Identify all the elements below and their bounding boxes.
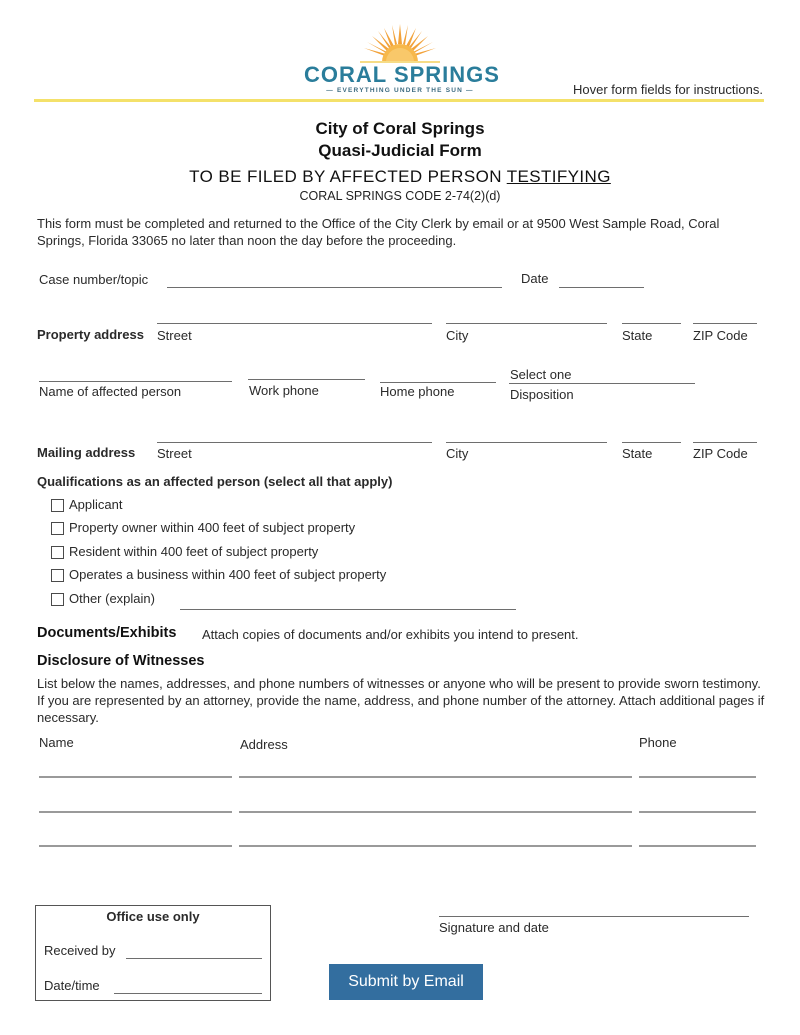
property-state-underline bbox=[622, 323, 681, 324]
checkbox-other[interactable] bbox=[51, 593, 64, 606]
mailing-state-label: State bbox=[622, 446, 653, 461]
received-by-underline bbox=[126, 958, 262, 959]
date-time-input[interactable] bbox=[114, 976, 262, 994]
mailing-state-underline bbox=[622, 442, 681, 443]
witness-3-name-input[interactable] bbox=[39, 827, 232, 845]
witness-col-phone: Phone bbox=[639, 735, 677, 750]
signature-label: Signature and date bbox=[439, 920, 549, 935]
date-underline bbox=[559, 287, 644, 288]
work-phone-label: Work phone bbox=[249, 383, 319, 398]
received-by-label: Received by bbox=[44, 943, 116, 958]
witness-2-name-input[interactable] bbox=[39, 793, 232, 811]
witness-3-phone-underline bbox=[639, 845, 756, 847]
page-title-form: Quasi-Judicial Form bbox=[318, 141, 482, 160]
witness-col-name: Name bbox=[39, 735, 74, 750]
coral-springs-logo bbox=[300, 22, 500, 98]
intro-paragraph: This form must be completed and returned to the Office of the City Clerk by email or at 9500 West Sample Road, Coral Springs, Florida 33065 no later than noon the day before the proceeding. bbox=[37, 216, 720, 248]
case-number-underline bbox=[167, 287, 502, 288]
work-phone-underline bbox=[248, 379, 365, 380]
property-street-label: Street bbox=[157, 328, 192, 343]
witness-2-address-input[interactable] bbox=[239, 793, 632, 811]
home-phone-input[interactable] bbox=[380, 365, 496, 383]
checkbox-resident[interactable] bbox=[51, 546, 64, 559]
mailing-city-underline bbox=[446, 442, 607, 443]
mailing-city-label: City bbox=[446, 446, 469, 461]
page-title-city: City of Coral Springs bbox=[315, 119, 485, 138]
mailing-street-input[interactable] bbox=[157, 425, 432, 443]
case-number-input[interactable] bbox=[167, 270, 502, 288]
property-street-underline bbox=[157, 323, 432, 324]
mailing-address-label: Mailing address bbox=[37, 445, 136, 460]
mailing-zip-underline bbox=[693, 442, 757, 443]
logo-tagline: — EVERYTHING UNDER THE SUN — bbox=[326, 87, 474, 94]
witnesses-heading: Disclosure of Witnesses bbox=[37, 653, 205, 669]
witness-1-phone-underline bbox=[639, 776, 756, 778]
checkbox-label-property-owner: Property owner within 400 feet of subject property bbox=[69, 520, 356, 535]
office-use-box bbox=[35, 905, 271, 1001]
property-zip-label: ZIP Code bbox=[693, 328, 748, 343]
disposition-underline bbox=[509, 383, 695, 384]
page-subtitle bbox=[0, 167, 800, 187]
documents-instructions: Attach copies of documents and/or exhibits you intend to present. bbox=[202, 627, 579, 642]
documents-heading: Documents/Exhibits bbox=[37, 625, 177, 641]
witness-1-address-underline bbox=[239, 776, 632, 778]
witness-2-name-underline bbox=[39, 811, 232, 813]
case-number-label: Case number/topic bbox=[39, 272, 149, 287]
mailing-zip-label: ZIP Code bbox=[693, 446, 748, 461]
other-explain-underline bbox=[180, 609, 516, 610]
disposition-label: Disposition bbox=[510, 387, 574, 402]
witness-1-phone-input[interactable] bbox=[639, 758, 756, 776]
checkbox-label-other: Other (explain) bbox=[69, 591, 155, 606]
property-state-label: State bbox=[622, 328, 653, 343]
property-city-input[interactable] bbox=[446, 306, 607, 324]
date-time-label: Date/time bbox=[44, 978, 100, 993]
property-zip-input[interactable] bbox=[693, 306, 757, 324]
affected-person-name-input[interactable] bbox=[39, 364, 232, 382]
witness-3-address-underline bbox=[239, 845, 632, 847]
date-input[interactable] bbox=[559, 270, 644, 288]
hover-instructions-hint: Hover form fields for instructions. bbox=[572, 82, 763, 97]
logo-wordmark: CORAL SPRINGS bbox=[304, 62, 500, 87]
work-phone-input[interactable] bbox=[248, 362, 365, 380]
property-city-underline bbox=[446, 323, 607, 324]
witness-2-phone-underline bbox=[639, 811, 756, 813]
subtitle-underlined: TESTIFYING bbox=[506, 167, 611, 186]
witness-3-address-input[interactable] bbox=[239, 827, 632, 845]
received-by-input[interactable] bbox=[126, 941, 262, 959]
witness-col-address: Address bbox=[240, 737, 288, 752]
checkbox-label-resident: Resident within 400 feet of subject property bbox=[69, 544, 319, 559]
office-use-title: Office use only bbox=[106, 909, 200, 924]
witness-2-address-underline bbox=[239, 811, 632, 813]
checkbox-applicant[interactable] bbox=[51, 499, 64, 512]
property-address-label: Property address bbox=[37, 327, 144, 342]
mailing-zip-input[interactable] bbox=[693, 425, 757, 443]
header-divider bbox=[34, 99, 764, 102]
submit-by-email-button[interactable]: Submit by Email bbox=[329, 964, 483, 1000]
property-street-input[interactable] bbox=[157, 306, 432, 324]
affected-person-name-label: Name of affected person bbox=[39, 384, 182, 399]
mailing-city-input[interactable] bbox=[446, 425, 607, 443]
witness-3-name-underline bbox=[39, 845, 232, 847]
affected-person-name-underline bbox=[39, 381, 232, 382]
date-time-underline bbox=[114, 993, 262, 994]
home-phone-underline bbox=[380, 382, 496, 383]
other-explain-input[interactable] bbox=[180, 592, 516, 610]
mailing-street-underline bbox=[157, 442, 432, 443]
witnesses-instructions: List below the names, addresses, and phone numbers of witnesses or anyone who will be present to provide sworn testimony. If you are represented by an attorney, provide the name, address, and phone number of the attorney. Attach additional pages if necessary. bbox=[37, 676, 765, 725]
signature-input[interactable] bbox=[439, 899, 749, 917]
property-zip-underline bbox=[693, 323, 757, 324]
disposition-select[interactable]: Select one bbox=[510, 367, 572, 382]
checkbox-property-owner[interactable] bbox=[51, 522, 64, 535]
witness-3-phone-input[interactable] bbox=[639, 827, 756, 845]
witness-1-name-underline bbox=[39, 776, 232, 778]
witness-2-phone-input[interactable] bbox=[639, 793, 756, 811]
witness-1-name-input[interactable] bbox=[39, 758, 232, 776]
code-reference: CORAL SPRINGS CODE 2-74(2)(d) bbox=[299, 189, 501, 203]
property-state-input[interactable] bbox=[622, 306, 681, 324]
checkbox-label-applicant: Applicant bbox=[69, 497, 123, 512]
mailing-state-input[interactable] bbox=[622, 425, 681, 443]
mailing-street-label: Street bbox=[157, 446, 192, 461]
checkbox-label-business-operator: Operates a business within 400 feet of subject property bbox=[69, 567, 387, 582]
sun-icon bbox=[360, 22, 440, 64]
subtitle-prefix: TO BE FILED BY AFFECTED PERSON bbox=[189, 167, 507, 186]
property-city-label: City bbox=[446, 328, 469, 343]
signature-underline bbox=[439, 916, 749, 917]
witness-1-address-input[interactable] bbox=[239, 758, 632, 776]
checkbox-business-operator[interactable] bbox=[51, 569, 64, 582]
date-label: Date bbox=[521, 271, 549, 286]
qualifications-heading: Qualifications as an affected person (select all that apply) bbox=[37, 474, 393, 489]
home-phone-label: Home phone bbox=[380, 384, 455, 399]
